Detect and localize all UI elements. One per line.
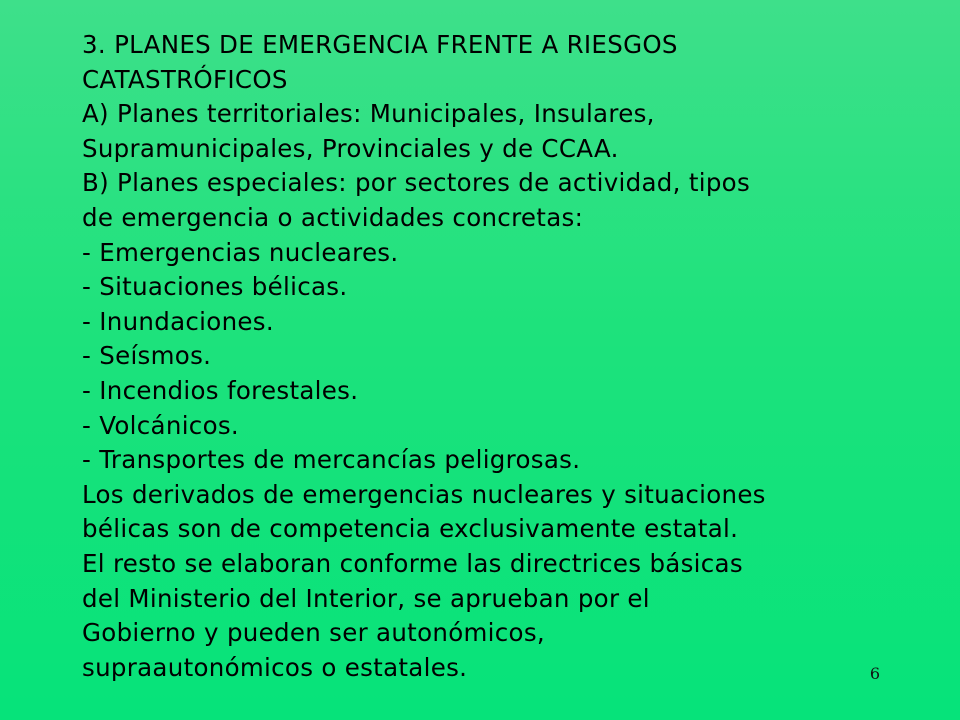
title-line-1: 3. PLANES DE EMERGENCIA FRENTE A RIESGOS bbox=[82, 30, 678, 59]
list-item-earthquakes: - Seísmos. bbox=[82, 341, 212, 371]
conclusion-line-3: El resto se elaboran conforme las directrices básicas bbox=[82, 548, 743, 578]
conclusion-line-2: bélicas son de competencia exclusivamente estatal. bbox=[82, 514, 739, 544]
list-item-dangerous-goods: - Transportes de mercancías peligrosas. bbox=[82, 445, 581, 475]
title-line-2: CATASTRÓFICOS bbox=[82, 64, 288, 94]
slide-text-body bbox=[82, 28, 882, 685]
conclusion-line-6: supraautonómicos o estatales. bbox=[82, 652, 468, 682]
section-b-line-2: de emergencia o actividades concretas: bbox=[82, 202, 584, 232]
section-a-line-1: A) Planes territoriales: Municipales, Insulares, bbox=[82, 99, 655, 129]
section-a-line-2: Supramunicipales, Provinciales y de CCAA. bbox=[82, 133, 619, 163]
page-number: 6 bbox=[869, 664, 880, 683]
conclusion-line-5: Gobierno y pueden ser autonómicos, bbox=[82, 618, 545, 648]
conclusion-line-4: del Ministerio del Interior, se aprueban por el bbox=[82, 583, 650, 613]
conclusion-line-1: Los derivados de emergencias nucleares y situaciones bbox=[82, 479, 766, 509]
list-item-floods: - Inundaciones. bbox=[82, 306, 274, 336]
section-b-line-1: B) Planes especiales: por sectores de actividad, tipos bbox=[82, 168, 751, 198]
list-item-war: - Situaciones bélicas. bbox=[82, 272, 348, 302]
list-item-volcanic: - Volcánicos. bbox=[82, 410, 240, 440]
list-item-forest-fires: - Incendios forestales. bbox=[82, 375, 359, 405]
list-item-nuclear: - Emergencias nucleares. bbox=[82, 237, 399, 267]
